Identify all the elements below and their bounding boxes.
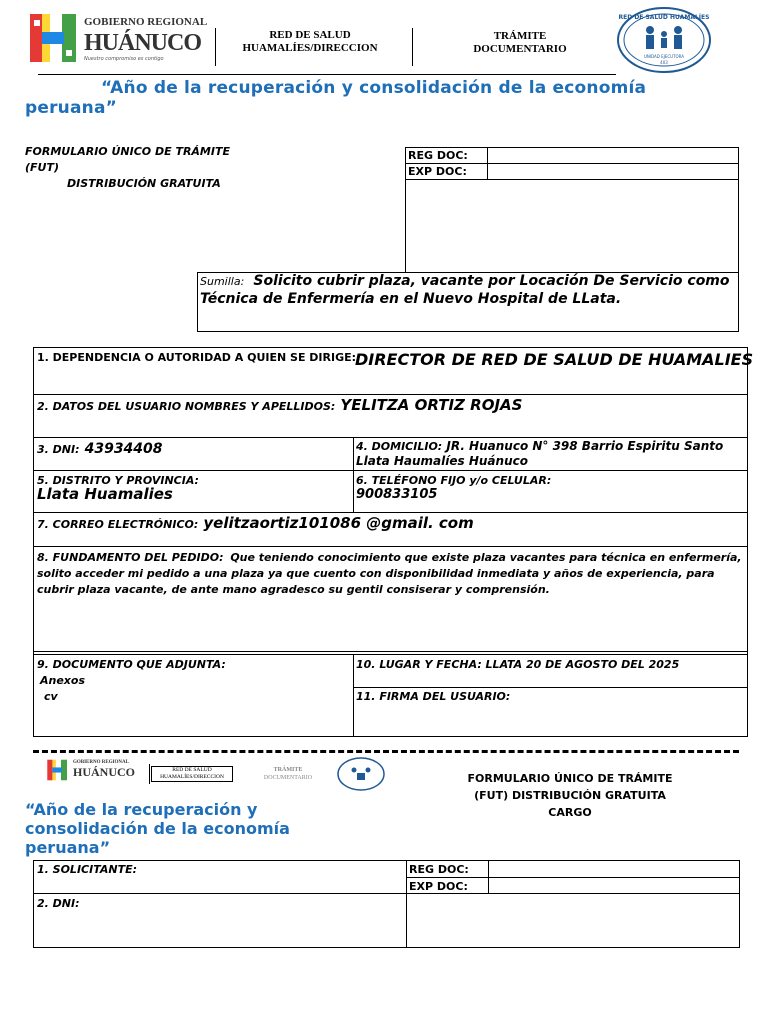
exp-doc-label: EXP DOC: <box>408 165 467 178</box>
logo-text-gobierno: GOBIERNO REGIONAL <box>84 16 208 28</box>
cargo-seal-icon <box>337 756 385 792</box>
field-9-item-2: cv <box>44 690 58 703</box>
sumilla <box>200 272 730 307</box>
field-11-label: 11. FIRMA DEL USUARIO: <box>356 690 511 703</box>
row-divider-5 <box>33 546 748 547</box>
cargo-logo-icon <box>47 758 69 782</box>
cargo-logo-text-2: HUÁNUCO <box>73 765 135 779</box>
cut-line <box>33 750 739 753</box>
col-divider-a <box>353 437 354 513</box>
field-7-value[interactable]: yelitzaortiz101086 @gmail. com <box>203 514 474 532</box>
cargo-solicitante-field[interactable] <box>37 877 402 891</box>
header-red-salud <box>225 29 395 55</box>
cargo-tramite <box>253 766 323 782</box>
sumilla-label: Sumilla: <box>200 275 245 288</box>
cargo-divider <box>149 764 150 784</box>
seal-top-text: RED DE SALUD HUAMALÍES <box>618 14 710 21</box>
field-9-item-1: Anexos <box>40 674 86 687</box>
exp-row-divider <box>405 179 739 180</box>
seal-number: 403 <box>660 60 668 65</box>
row-divider-7 <box>33 654 748 655</box>
red-salud-sub: HUAMALÍES/DIRECCION <box>242 42 378 54</box>
header-tramite <box>440 30 600 56</box>
reg-col-divider <box>487 147 488 180</box>
form-title <box>25 144 260 192</box>
field-7-label: 7. CORREO ELECTRÓNICO: <box>37 518 199 531</box>
cargo-row-divider <box>33 893 740 894</box>
signature-field[interactable] <box>356 704 744 734</box>
field-3-value[interactable]: 43934408 <box>84 441 163 457</box>
field-3-label: 3. DNI: <box>37 443 80 456</box>
cargo-year-line1: “Año de la recuperación y <box>25 800 258 819</box>
cargo-solicitante-label: 1. SOLICITANTE: <box>37 863 137 876</box>
field-9-label: 9. DOCUMENTO QUE ADJUNTA: <box>37 658 226 671</box>
tramite-sub: DOCUMENTARIO <box>473 43 567 55</box>
logo-text-huanuco: HUÁNUCO <box>84 30 201 56</box>
field-6-value[interactable]: 900833105 <box>356 487 438 502</box>
field-10-label: 10. LUGAR Y FECHA: LLATA 20 DE AGOSTO DEL 2025 <box>356 658 680 671</box>
row-divider-6 <box>33 651 748 652</box>
field-2 <box>37 395 522 414</box>
reg-doc-label: REG DOC: <box>408 149 468 162</box>
cargo-red-salud-sub: HUAMALÍES/DIRECCION <box>160 774 224 780</box>
field-5-value[interactable]: Llata Huamalies <box>37 485 173 503</box>
cargo-header <box>47 756 387 792</box>
cargo-title-line2: (FUT) DISTRIBUCIÓN GRATUITA <box>474 789 666 802</box>
cargo-reg-col <box>488 860 489 893</box>
header-divider-2 <box>412 28 413 66</box>
field-4-label: 4. DOMICILIO: <box>356 440 443 453</box>
field-1-value[interactable]: DIRECTOR DE RED DE SALUD DE HUAMALIES <box>355 350 754 369</box>
cargo-year-title <box>25 800 365 857</box>
field-4-value-line1[interactable]: JR. Huanuco N° 398 Barrio Espiritu Santo <box>446 439 724 453</box>
row-divider-3 <box>33 470 748 471</box>
col-divider-b <box>353 654 354 737</box>
form-title-line2: DISTRIBUCIÓN GRATUITA <box>67 177 221 190</box>
seal-bottom-text: UNIDAD EJECUTORA <box>643 54 685 59</box>
cargo-tramite-label: TRÁMITE <box>273 767 303 773</box>
field-4 <box>356 439 744 469</box>
cargo-col-divider <box>406 860 407 948</box>
cargo-title <box>440 770 700 821</box>
cargo-year-line2: consolidación de la economía <box>25 819 290 838</box>
cargo-dni-field[interactable] <box>37 912 402 944</box>
cargo-title-line3: CARGO <box>548 806 592 819</box>
field-5-label: 5. DISTRITO Y PROVINCIA: <box>37 474 199 487</box>
exp-doc-field[interactable] <box>489 164 737 178</box>
row-divider-8 <box>353 687 748 688</box>
cargo-year-line3: peruana” <box>25 838 111 857</box>
form-title-line1: FORMULARIO ÚNICO DE TRÁMITE (FUT) <box>25 145 230 174</box>
cargo-dni-label: 2. DNI: <box>37 897 80 910</box>
field-8 <box>37 550 743 598</box>
field-4-value-line2[interactable]: Llata Haumalíes Huánuco <box>356 454 528 468</box>
cargo-tramite-sub: DOCUMENTARIO <box>263 775 313 781</box>
field-6-label: 6. TELÉFONO FIJO y/o CELULAR: <box>356 474 552 487</box>
field-2-label: 2. DATOS DEL USUARIO NOMBRES Y APELLIDOS: <box>37 400 336 413</box>
cargo-exp-doc-label: EXP DOC: <box>409 880 468 893</box>
cargo-title-line1: FORMULARIO ÚNICO DE TRÁMITE <box>467 772 673 785</box>
cargo-reg-doc-label: REG DOC: <box>409 863 469 876</box>
field-8-label: 8. FUNDAMENTO DEL PEDIDO: <box>37 551 224 564</box>
year-title: “Año de la recuperación y consolidación de la economía peruana” <box>25 78 647 118</box>
cargo-red-salud <box>151 766 233 782</box>
header <box>0 0 768 80</box>
field-3 <box>37 438 163 457</box>
reg-doc-field[interactable] <box>489 148 737 162</box>
field-1-label: 1. DEPENDENCIA O AUTORIDAD A QUIEN SE DIRIGE: <box>37 351 357 364</box>
field-7 <box>37 513 474 532</box>
logo-slogan: Nuestro compromiso es contigo <box>84 56 164 62</box>
red-salud-seal-icon <box>616 6 712 74</box>
field-2-value[interactable]: YELITZA ORTIZ ROJAS <box>340 396 523 414</box>
huanuco-logo-icon <box>30 10 80 66</box>
cargo-exp-doc-field[interactable] <box>490 878 738 892</box>
cargo-red-salud-label: RED DE SALUD <box>172 767 212 773</box>
field-8-text[interactable]: Que teniendo conocimiento que existe plaza vacantes para técnica en enfermería, solito acceder mi pedido a una plaza ya que cuento con disponibilidad inmediata y años de experiencia, para cubrir plaza vacante, de ante mano agradesco su gentil consiserar y comprensión. <box>37 551 742 596</box>
tramite-label: TRÁMITE <box>493 30 547 42</box>
red-salud-label: RED DE SALUD <box>269 29 351 41</box>
sumilla-text: Solicito cubrir plaza, vacante por Locación De Servicio como Técnica de Enfermería en el Nuevo Hospital de LLata. <box>200 273 730 307</box>
cargo-logo-text-1: GOBIERNO REGIONAL <box>73 760 129 765</box>
header-underline <box>38 74 616 75</box>
header-divider-1 <box>215 28 216 66</box>
cargo-reg-doc-field[interactable] <box>490 861 738 876</box>
